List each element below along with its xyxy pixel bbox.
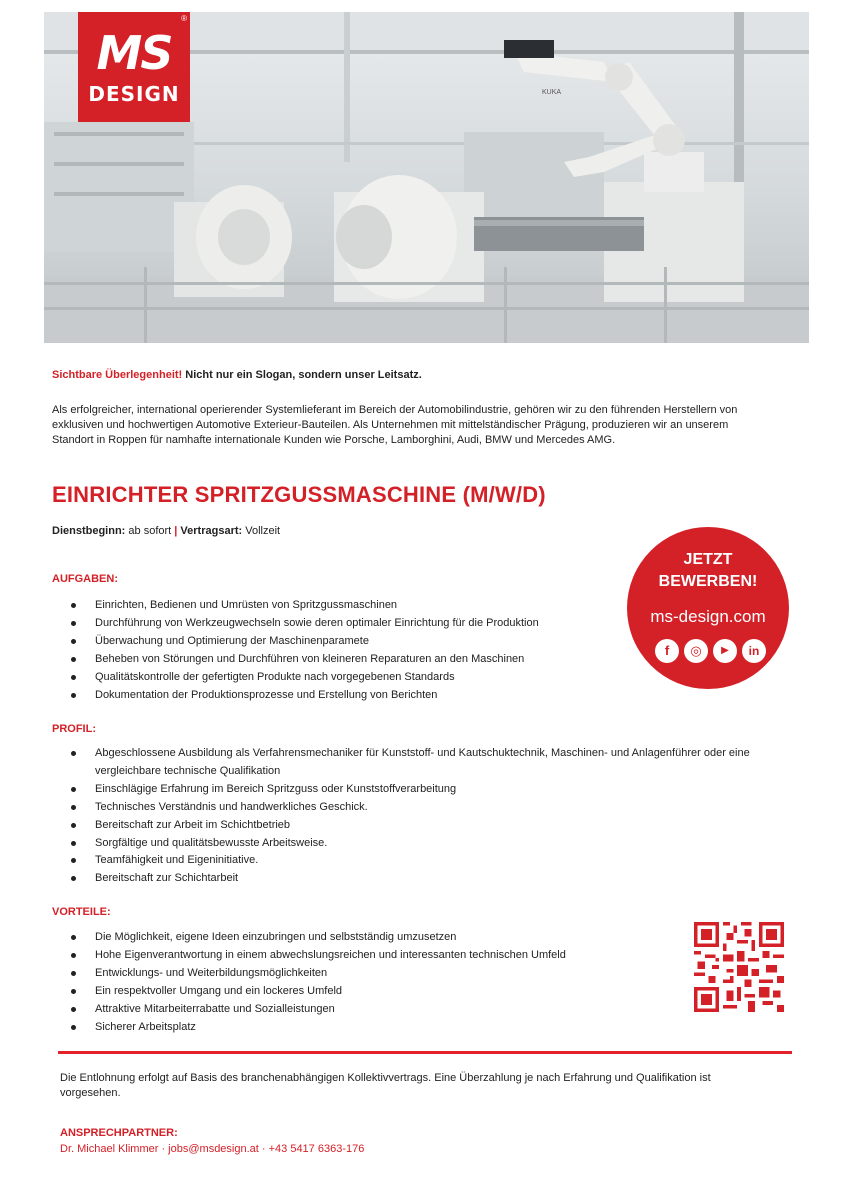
website-link[interactable]: ms-design.com: [650, 607, 766, 626]
ms-design-logo: [78, 12, 190, 122]
list-item: Einschlägige Erfahrung im Bereich Spritzguss oder Kunststoffverarbeitung: [52, 781, 812, 799]
list-item: Teamfähigkeit und Eigeninitiative.: [52, 852, 812, 870]
start-label: Dienstbeginn:: [52, 525, 126, 537]
divider-line: [58, 1051, 792, 1054]
list-item: Durchführung von Werkzeugwechseln sowie deren optimaler Einrichtung für die Produktion: [52, 615, 539, 633]
salary-line: vorgesehen.: [60, 1087, 121, 1099]
profile-heading: PROFIL:: [52, 723, 96, 735]
list-item: Überwachung und Optimierung der Maschinenparamete: [52, 633, 539, 651]
profile-list: [52, 745, 812, 888]
logo-ms-text: MS: [96, 26, 172, 80]
apply-badge[interactable]: [627, 527, 789, 689]
intro-paragraph: [52, 403, 807, 448]
list-item: Sicherer Arbeitsplatz: [52, 1019, 566, 1037]
contract-value: Vollzeit: [245, 525, 281, 537]
apply-line1: JETZT: [683, 551, 733, 568]
apply-cta: [627, 549, 789, 593]
tagline: [52, 368, 422, 383]
intro-line: Standort in Roppen für namhafte internationale Kunden wie Porsche, Lamborghini, Audi, BMW und Mercedes AMG.: [52, 434, 616, 446]
list-item: Entwicklungs- und Weiterbildungsmöglichkeiten: [52, 965, 566, 983]
tagline-highlight: Sichtbare Überlegenheit!: [52, 369, 183, 381]
intro-line: exklusiven und hochwertigen Automotive Exterieur-Bauteilen. Als Unternehmen mit mittelständischer Prägung, produzieren wir an unserem: [52, 419, 729, 431]
list-item: Attraktive Mitarbeiterrabatte und Sozialleistungen: [52, 1001, 566, 1019]
list-item: Technisches Verständnis und handwerkliches Geschick.: [52, 799, 812, 817]
benefits-heading: VORTEILE:: [52, 906, 111, 918]
job-meta: [52, 524, 280, 539]
youtube-icon[interactable]: ▶: [713, 639, 737, 663]
list-item: Qualitätskontrolle der gefertigten Produkte nach vorgegebenen Standards: [52, 669, 539, 687]
salary-line: Die Entlohnung erfolgt auf Basis des branchenabhängigen Kollektivvertrags. Eine Überzahlung je nach Erfahrung und Qualifikation ist: [60, 1072, 711, 1084]
linkedin-icon[interactable]: in: [742, 639, 766, 663]
facebook-icon[interactable]: f: [655, 639, 679, 663]
tagline-rest: Nicht nur ein Slogan, sondern unser Leitsatz.: [185, 369, 422, 381]
list-item: Hohe Eigenverantwortung in einem abwechslungsreichen und interessanten technischen Umfeld: [52, 947, 566, 965]
qr-code[interactable]: [694, 922, 784, 1012]
benefits-list: [52, 929, 566, 1036]
salary-note: [60, 1071, 780, 1101]
social-links: [655, 639, 766, 663]
meta-separator: |: [174, 525, 178, 537]
contact-info[interactable]: Dr. Michael Klimmer · jobs@msdesign.at · +43 5417 6363-176: [60, 1143, 365, 1155]
apply-line2: BEWERBEN!: [658, 573, 758, 590]
list-item: [52, 745, 812, 781]
job-title: EINRICHTER SPRITZGUSSMASCHINE (M/W/D): [52, 482, 546, 507]
tasks-list: [52, 597, 539, 704]
list-item: Beheben von Störungen und Durchführen von kleineren Reparaturen an den Maschinen: [52, 651, 539, 669]
logo-design-text: DESIGN: [88, 82, 180, 106]
logo-registered-mark: ®: [181, 14, 187, 23]
instagram-icon[interactable]: ◎: [684, 639, 708, 663]
contract-label: Vertragsart:: [180, 525, 243, 537]
list-item: Bereitschaft zur Schichtarbeit: [52, 870, 812, 888]
list-item: Ein respektvoller Umgang und ein lockeres Umfeld: [52, 983, 566, 1001]
contact-heading: ANSPRECHPARTNER:: [60, 1127, 178, 1139]
list-item: Einrichten, Bedienen und Umrüsten von Spritzgussmaschinen: [52, 597, 539, 615]
start-value: ab sofort: [128, 525, 172, 537]
list-item: Dokumentation der Produktionsprozesse und Erstellung von Berichten: [52, 687, 539, 705]
list-item: Sorgfältige und qualitätsbewusste Arbeitsweise.: [52, 835, 812, 853]
tasks-heading: AUFGABEN:: [52, 573, 118, 585]
profile-first-line-cont: vergleichbare technische Qualifikation: [95, 764, 281, 777]
profile-first-line: Abgeschlossene Ausbildung als Verfahrensmechaniker für Kunststoff- und Kautschuktechnik, Maschinen- und Anlagenführer oder eine: [95, 747, 750, 759]
intro-line: Als erfolgreicher, international operierender Systemlieferant im Bereich der Automobilindustrie, gehören wir zu den führenden Herstellern von: [52, 404, 738, 416]
list-item: Die Möglichkeit, eigene Ideen einzubringen und selbstständig umzusetzen: [52, 929, 566, 947]
list-item: Bereitschaft zur Arbeit im Schichtbetrieb: [52, 817, 812, 835]
kuka-label: KUKA: [542, 89, 562, 96]
